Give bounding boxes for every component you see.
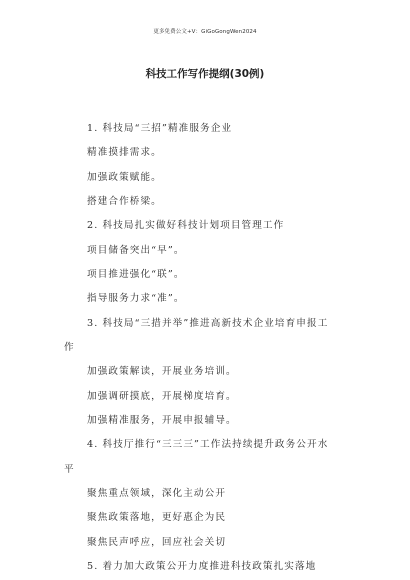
outline-item: 搭建合作桥梁。 (87, 196, 162, 207)
outline-heading: 5. 着力加大政策公开力度推进科技政策扎实落地 (87, 561, 317, 572)
outline-item: 聚焦重点领域，深化主动公开 (87, 488, 227, 499)
outline-heading-continuation: 作 (64, 342, 75, 353)
outline-heading: 4. 科技厅推行“三三三”工作法持续提升政务公开水 (87, 439, 329, 450)
outline-item: 加强政策赋能。 (87, 172, 162, 183)
outline-item: 指导服务力求“准”。 (87, 293, 185, 304)
outline-item: 加强政策解读，开展业务培训。 (87, 366, 237, 377)
outline-heading-continuation: 平 (64, 464, 75, 475)
document-title: 科技工作写作提纲(30例) (145, 68, 265, 80)
outline-item: 聚焦政策落地，更好惠企为民 (87, 512, 227, 523)
outline-item: 聚焦民声呼应，回应社会关切 (87, 537, 227, 548)
outline-item: 项目储备突出“早”。 (87, 245, 185, 256)
outline-heading: 1. 科技局“三招”精准服务企业 (87, 123, 233, 134)
outline-heading: 2. 科技局扎实做好科技计划项目管理工作 (87, 220, 285, 231)
outline-item: 精准摸排需求。 (87, 147, 162, 158)
outline-item: 项目推进强化“联”。 (87, 269, 185, 280)
outline-heading: 3. 科技局“三措并举”推进高新技术企业培育申报工 (87, 318, 329, 329)
outline-item: 加强调研摸底，开展梯度培育。 (87, 391, 237, 402)
outline-item: 加强精准服务，开展申报辅导。 (87, 415, 237, 426)
header-note: 更多免费公文+V：GiGoGongWen2024 (153, 29, 257, 35)
